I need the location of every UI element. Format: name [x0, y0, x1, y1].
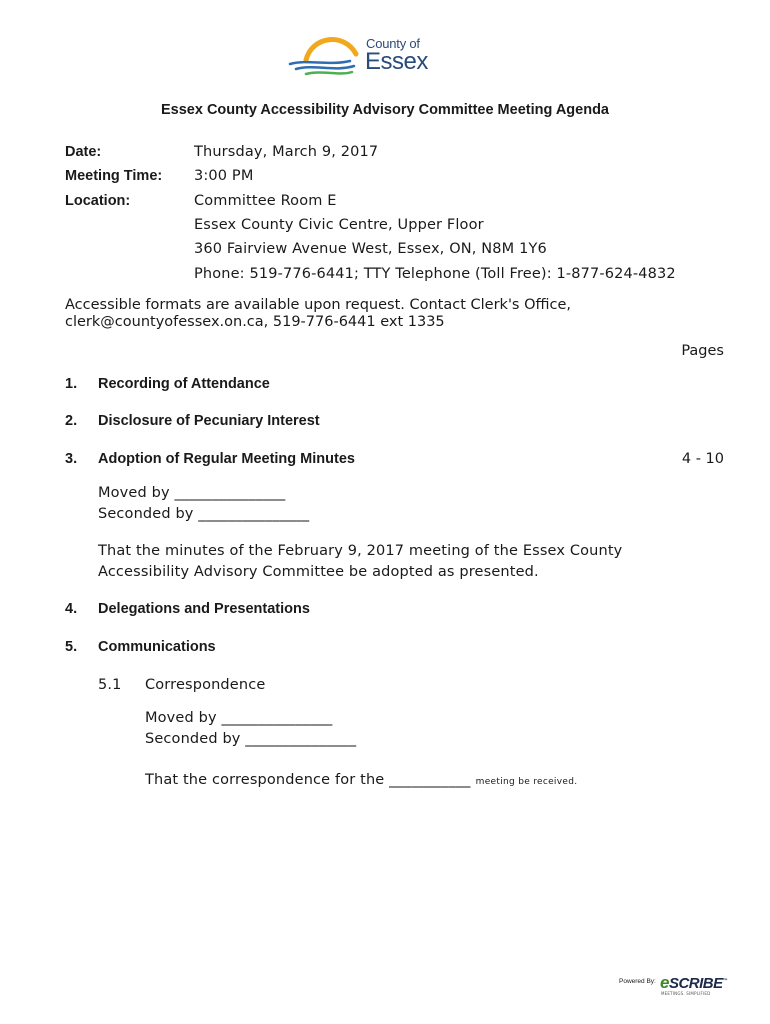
location-line: Essex County Civic Centre, Upper Floor: [194, 217, 484, 233]
date-value: Thursday, March 9, 2017: [194, 144, 379, 160]
correspondence-motion-main: That the correspondence for the ___________: [145, 772, 471, 788]
item-number: 1.: [65, 376, 78, 392]
item-number: 4.: [65, 601, 78, 617]
escribe-tm: ™: [722, 978, 728, 984]
county-logo: [288, 32, 438, 82]
agenda-title: Essex County Accessibility Advisory Committee Meeting Agenda: [160, 102, 609, 118]
meeting-time-label: Meeting Time:: [65, 168, 163, 184]
motion-text-line: Accessibility Advisory Committee be adopted as presented.: [98, 564, 539, 580]
logo-graphic-icon: [288, 32, 368, 82]
item-pages: 4 - 10: [681, 451, 724, 467]
escribe-e: e: [660, 973, 669, 992]
item-number: 3.: [65, 451, 78, 467]
location-phone-line: Phone: 519-776-6441; TTY Telephone (Toll Free): 1-877-624-4832: [194, 266, 676, 282]
item-title-adoption-of-minutes: Adoption of Regular Meeting Minutes: [98, 451, 355, 467]
escribe-tagline: MEETINGS. SIMPLIFIED: [661, 991, 711, 996]
subitem-title-correspondence: Correspondence: [145, 677, 266, 693]
logo-county-of: County of: [366, 36, 420, 51]
escribe-rest: SCRIBE: [668, 975, 723, 992]
motion-text-line: That the minutes of the February 9, 2017 meeting of the Essex County: [98, 543, 623, 559]
moved-by-line: Moved by _______________: [145, 710, 333, 726]
item-number: 2.: [65, 413, 78, 429]
logo-essex: Essex: [365, 48, 428, 75]
date-label: Date:: [65, 144, 102, 160]
subitem-number: 5.1: [98, 677, 122, 693]
accessible-note-line: clerk@countyofessex.on.ca, 519-776-6441 ext 1335: [65, 314, 445, 330]
correspondence-motion: [145, 769, 577, 788]
item-title-recording-of-attendance: Recording of Attendance: [98, 376, 270, 392]
item-title-disclosure: Disclosure of Pecuniary Interest: [98, 413, 320, 429]
item-number: 5.: [65, 639, 78, 655]
item-title-delegations: Delegations and Presentations: [98, 601, 310, 617]
escribe-brand: [660, 973, 727, 993]
accessible-note-line: Accessible formats are available upon request. Contact Clerk's Office,: [65, 297, 572, 313]
correspondence-motion-small: meeting be received.: [475, 777, 578, 787]
seconded-by-line: Seconded by _______________: [98, 506, 310, 522]
moved-by-line: Moved by _______________: [98, 485, 286, 501]
seconded-by-line: Seconded by _______________: [145, 731, 357, 747]
meeting-time-value: 3:00 PM: [194, 168, 254, 184]
powered-by-label: Powered By:: [619, 978, 656, 985]
location-line: 360 Fairview Avenue West, Essex, ON, N8M 1Y6: [194, 241, 547, 257]
pages-header: Pages: [681, 343, 724, 359]
location-label: Location:: [65, 193, 131, 209]
item-title-communications: Communications: [98, 639, 216, 655]
location-line: Committee Room E: [194, 193, 337, 209]
escribe-footer-logo: [619, 975, 729, 999]
